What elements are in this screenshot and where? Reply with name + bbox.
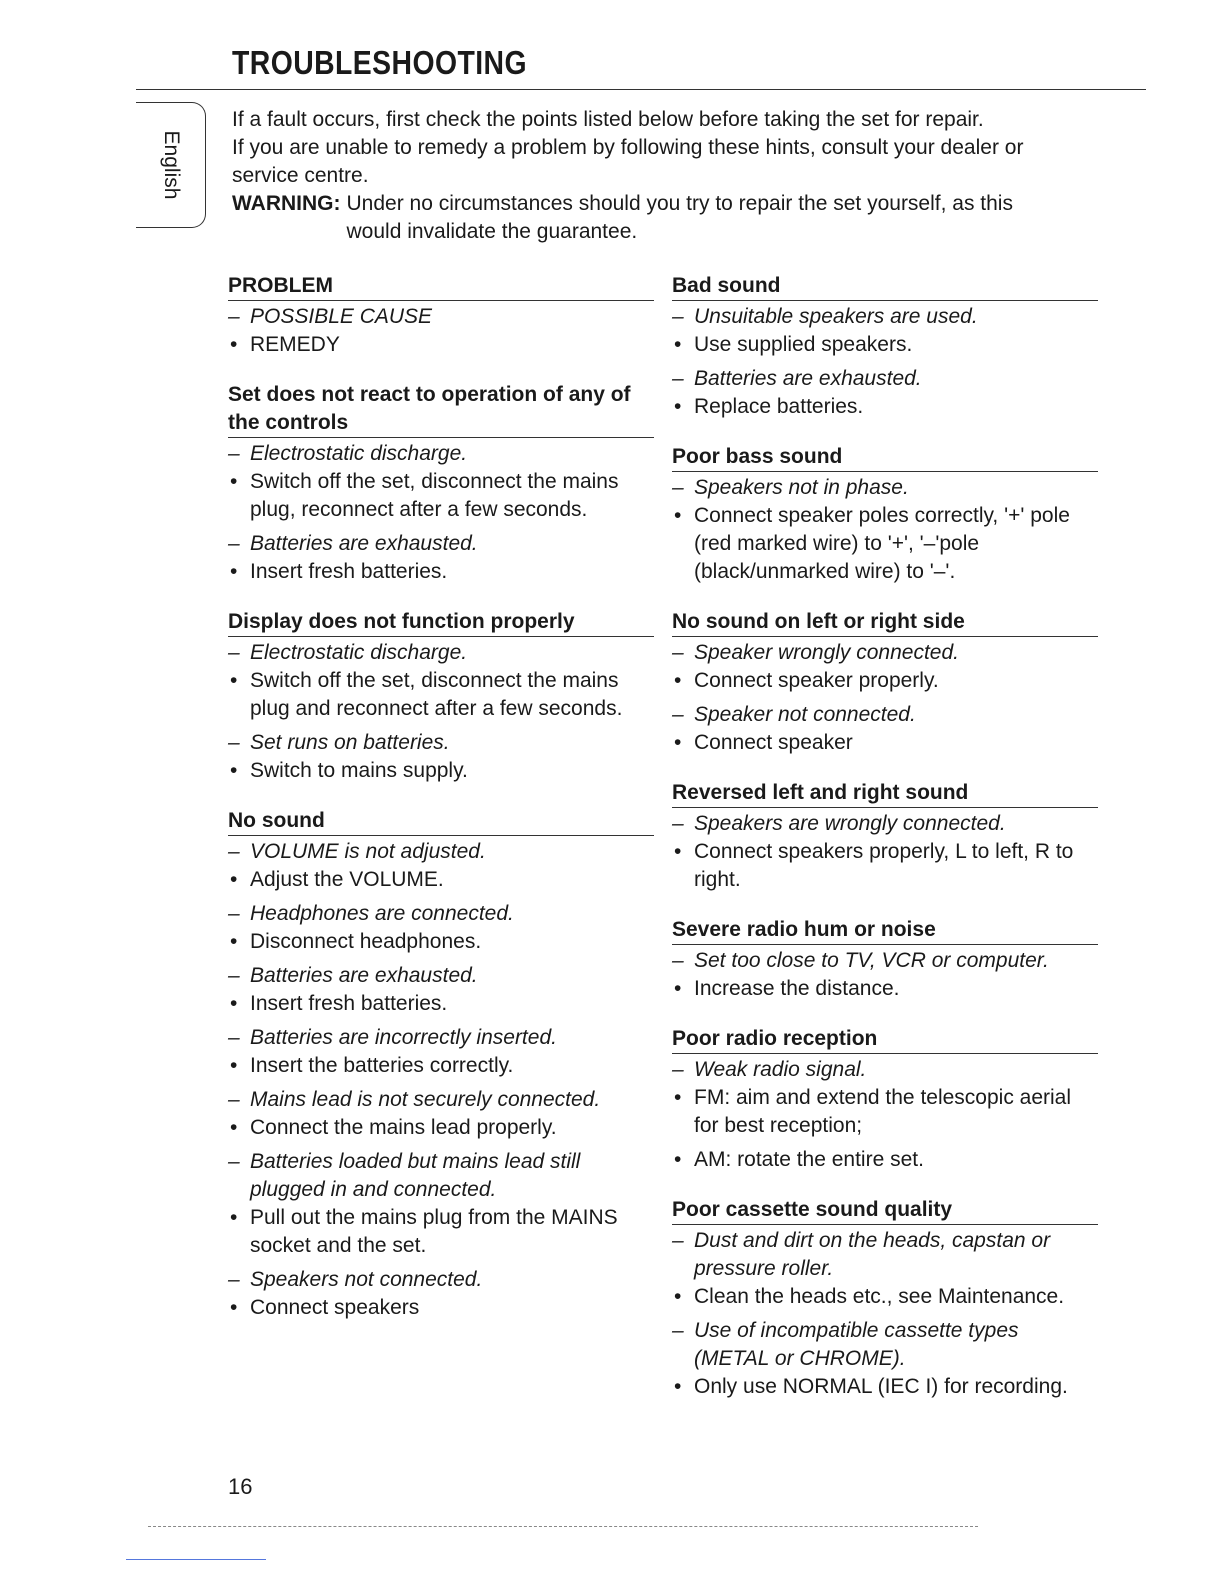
cause-remedy-pair xyxy=(228,530,654,586)
cause-remedy-pair xyxy=(228,962,654,1018)
problem-section xyxy=(672,1025,1098,1174)
remedy: • Switch to mains supply. xyxy=(228,757,654,785)
problem-heading: Poor bass sound xyxy=(672,443,1098,472)
left-sections xyxy=(228,381,654,1322)
remedy: • Use supplied speakers. xyxy=(672,331,1098,359)
problem-heading: Display does not function properly xyxy=(228,608,654,637)
remedy: • Connect speakers xyxy=(228,1294,654,1322)
problem-section xyxy=(672,443,1098,586)
title-divider xyxy=(136,89,1146,90)
left-column xyxy=(228,272,654,1344)
cause-remedy-pair xyxy=(228,639,654,723)
possible-cause: – Unsuitable speakers are used. xyxy=(672,303,1098,331)
cause-remedy-pair xyxy=(672,474,1098,586)
possible-cause: – Batteries are exhausted. xyxy=(228,962,654,990)
warning-label: WARNING: xyxy=(232,192,341,215)
possible-cause: – Speakers not in phase. xyxy=(672,474,1098,502)
cause-remedy-pair xyxy=(228,440,654,524)
remedy: • Replace batteries. xyxy=(672,393,1098,421)
page-title: TROUBLESHOOTING xyxy=(232,44,527,81)
bottom-scan-line xyxy=(148,1526,978,1527)
cause-remedy-pair xyxy=(672,639,1098,695)
remedy: • FM: aim and extend the telescopic aerial for best reception; xyxy=(672,1084,1098,1140)
remedy: • Connect speaker properly. xyxy=(672,667,1098,695)
legend-problem: PROBLEM xyxy=(228,272,654,301)
possible-cause: – Set too close to TV, VCR or computer. xyxy=(672,947,1098,975)
bottom-blue-line xyxy=(126,1559,266,1560)
intro-line-1: If a fault occurs, first check the points listed below before taking the set for repair. xyxy=(232,108,984,131)
warning-text: Under no circumstances should you try to repair the set yourself, as this would invalidate the guarantee. xyxy=(346,192,1013,243)
problem-heading: No sound xyxy=(228,807,654,836)
remedy: • Switch off the set, disconnect the mains plug and reconnect after a few seconds. xyxy=(228,667,654,723)
problem-heading: Set does not react to operation of any of the controls xyxy=(228,381,654,438)
possible-cause: – VOLUME is not adjusted. xyxy=(228,838,654,866)
possible-cause: – Speakers are wrongly connected. xyxy=(672,810,1098,838)
cause-remedy-pair xyxy=(228,1266,654,1322)
remedy: • Pull out the mains plug from the MAINS socket and the set. xyxy=(228,1204,654,1260)
remedy: • Increase the distance. xyxy=(672,975,1098,1003)
remedy: • Connect speaker xyxy=(672,729,1098,757)
cause-remedy-pair xyxy=(228,1148,654,1260)
problem-heading: Poor cassette sound quality xyxy=(672,1196,1098,1225)
language-tab xyxy=(136,102,206,228)
cause-remedy-pair xyxy=(228,838,654,894)
remedy: • Insert fresh batteries. xyxy=(228,990,654,1018)
possible-cause: – Electrostatic discharge. xyxy=(228,440,654,468)
cause-remedy-pair xyxy=(228,900,654,956)
cause-remedy-pair xyxy=(672,1317,1098,1401)
remedy: • Adjust the VOLUME. xyxy=(228,866,654,894)
legend-possible-cause: – POSSIBLE CAUSE xyxy=(228,303,654,331)
remedy: • Insert fresh batteries. xyxy=(228,558,654,586)
possible-cause: – Batteries are exhausted. xyxy=(672,365,1098,393)
cause-remedy-pair xyxy=(672,1146,1098,1174)
possible-cause: – Batteries are incorrectly inserted. xyxy=(228,1024,654,1052)
cause-remedy-pair xyxy=(672,1056,1098,1140)
cause-remedy-pair xyxy=(672,701,1098,757)
problem-heading: No sound on left or right side xyxy=(672,608,1098,637)
legend-section xyxy=(228,272,654,359)
problem-section xyxy=(228,381,654,586)
cause-remedy-pair xyxy=(228,1086,654,1142)
cause-remedy-pair xyxy=(228,729,654,785)
problem-section xyxy=(672,608,1098,757)
page-number: 16 xyxy=(228,1474,253,1499)
remedy: • Disconnect headphones. xyxy=(228,928,654,956)
cause-remedy-pair xyxy=(228,1024,654,1080)
problem-heading: Bad sound xyxy=(672,272,1098,301)
remedy: • Switch off the set, disconnect the mains plug, reconnect after a few seconds. xyxy=(228,468,654,524)
possible-cause: – Speaker not connected. xyxy=(672,701,1098,729)
warning-row xyxy=(232,190,1092,246)
possible-cause: – Mains lead is not securely connected. xyxy=(228,1086,654,1114)
problem-heading: Poor radio reception xyxy=(672,1025,1098,1054)
cause-remedy-pair xyxy=(672,947,1098,1003)
possible-cause: – Speakers not connected. xyxy=(228,1266,654,1294)
remedy: • Only use NORMAL (IEC I) for recording. xyxy=(672,1373,1098,1401)
intro-block xyxy=(232,106,1092,246)
possible-cause: – Headphones are connected. xyxy=(228,900,654,928)
cause-remedy-pair xyxy=(672,1227,1098,1311)
legend-remedy: • REMEDY xyxy=(228,331,654,359)
remedy: • Connect speakers properly, L to left, R to right. xyxy=(672,838,1098,894)
cause-remedy-pair xyxy=(672,365,1098,421)
possible-cause: – Speaker wrongly connected. xyxy=(672,639,1098,667)
remedy: • Connect speaker poles correctly, '+' pole (red marked wire) to '+', '–'pole (black/unmarked wire) to '–'. xyxy=(672,502,1098,586)
remedy: • AM: rotate the entire set. xyxy=(672,1146,1098,1174)
possible-cause: – Weak radio signal. xyxy=(672,1056,1098,1084)
right-sections xyxy=(672,272,1098,1401)
problem-section xyxy=(672,916,1098,1003)
right-column xyxy=(672,272,1098,1423)
cause-remedy-pair xyxy=(672,810,1098,894)
problem-section xyxy=(228,807,654,1322)
possible-cause: – Set runs on batteries. xyxy=(228,729,654,757)
language-tab-label: English xyxy=(159,130,183,200)
possible-cause: – Batteries loaded but mains lead still plugged in and connected. xyxy=(228,1148,654,1204)
remedy: • Clean the heads etc., see Maintenance. xyxy=(672,1283,1098,1311)
problem-heading: Reversed left and right sound xyxy=(672,779,1098,808)
intro-line-2: If you are unable to remedy a problem by following these hints, consult your dealer or service centre. xyxy=(232,136,1024,187)
possible-cause: – Use of incompatible cassette types (METAL or CHROME). xyxy=(672,1317,1098,1373)
remedy: • Insert the batteries correctly. xyxy=(228,1052,654,1080)
problem-section xyxy=(228,608,654,785)
problem-heading: Severe radio hum or noise xyxy=(672,916,1098,945)
possible-cause: – Batteries are exhausted. xyxy=(228,530,654,558)
problem-section xyxy=(672,1196,1098,1401)
problem-section xyxy=(672,779,1098,894)
problem-section xyxy=(672,272,1098,421)
possible-cause: – Dust and dirt on the heads, capstan or pressure roller. xyxy=(672,1227,1098,1283)
possible-cause: – Electrostatic discharge. xyxy=(228,639,654,667)
cause-remedy-pair xyxy=(672,303,1098,359)
remedy: • Connect the mains lead properly. xyxy=(228,1114,654,1142)
